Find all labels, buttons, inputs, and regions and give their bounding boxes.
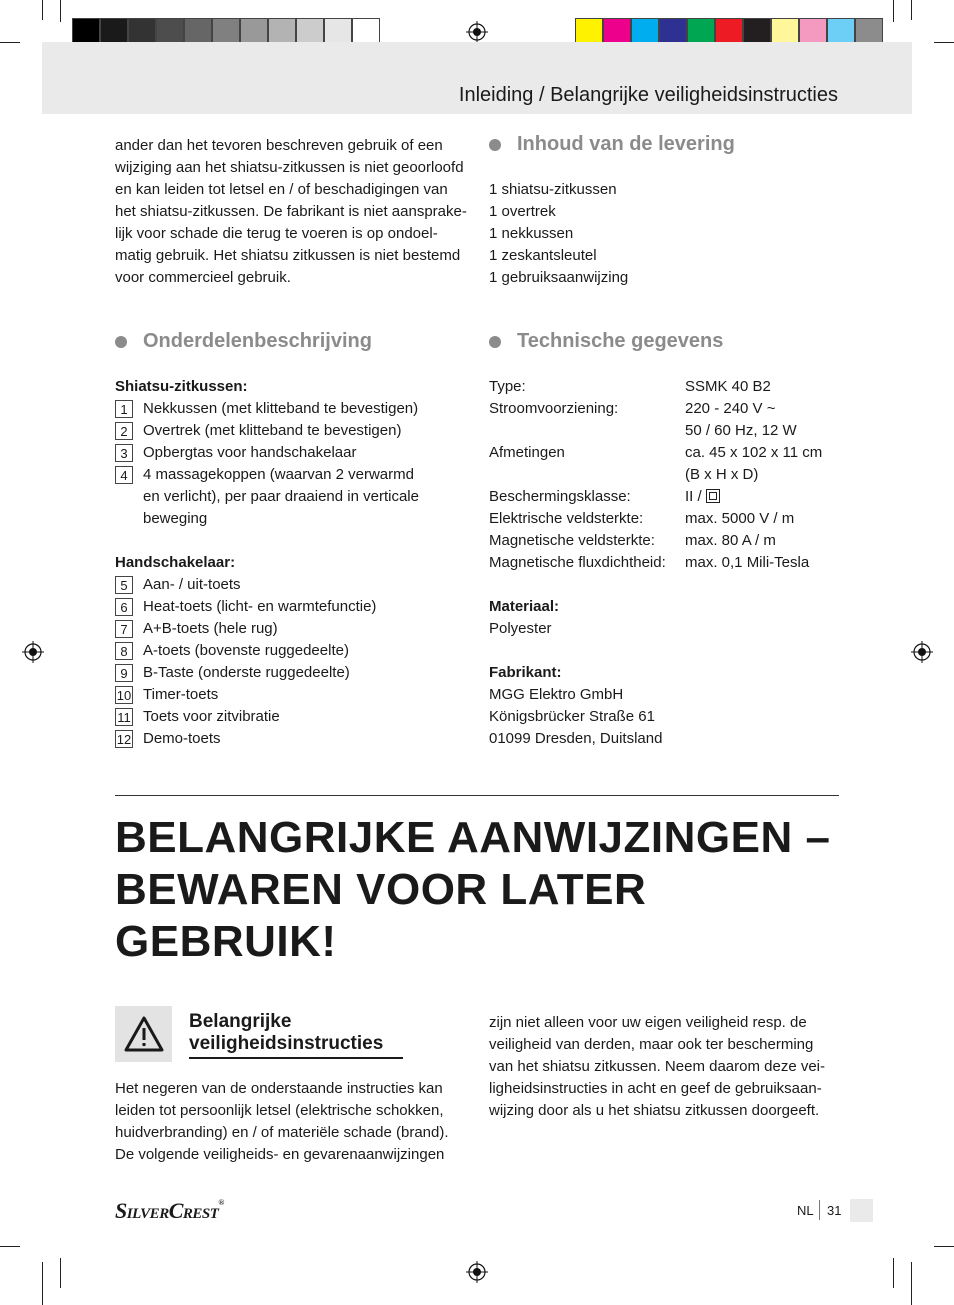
parts-heading-label: Onderdelenbeschrijving <box>143 330 372 352</box>
color-swatch <box>799 18 827 45</box>
part-row <box>115 618 475 640</box>
color-swatch <box>631 18 659 45</box>
gray-swatch <box>212 18 240 45</box>
tech-value-text: 50 / 60 Hz, 12 W <box>685 422 797 439</box>
delivery-item: 1 shiatsu-zitkussen <box>489 181 617 198</box>
tech-value-text: max. 80 A / m <box>685 532 776 549</box>
tech-value-text: max. 0,1 Mili-Tesla <box>685 554 810 571</box>
tech-value-text: SSMK 40 B2 <box>685 378 771 395</box>
tech-value <box>685 420 797 442</box>
part-number-box: 4 <box>115 466 133 484</box>
safety-left-line: De volgende veiligheids- en gevarenaanwijzingen <box>115 1146 445 1163</box>
tech-value-text: 220 - 240 V ~ <box>685 400 776 417</box>
crop-mark <box>934 1246 954 1247</box>
part-text-line: A-toets (bovenste ruggedeelte) <box>143 642 349 659</box>
gray-swatch <box>156 18 184 45</box>
part-text <box>143 706 280 728</box>
safety-left-line: Het negeren van de onderstaande instructies kan <box>115 1080 443 1097</box>
big-title <box>115 812 855 968</box>
intro-line: matig gebruik. Het shiatsu zitkussen is niet bestemd <box>115 247 461 264</box>
tech-row <box>489 398 849 420</box>
gray-swatch <box>240 18 268 45</box>
delivery-list <box>489 179 839 289</box>
part-text <box>143 640 349 662</box>
tech-value <box>685 464 758 486</box>
intro-line: voor commercieel gebruik. <box>115 269 291 286</box>
intro-line: het shiatsu-zitkussen. De fabrikant is niet aansprake- <box>115 203 467 220</box>
crop-mark <box>893 1258 894 1288</box>
part-text-line: en verlicht), per paar draaiend in verticale <box>143 488 419 505</box>
part-text-line: Nekkussen (met klitteband te bevestigen) <box>143 400 419 417</box>
tech-heading-label: Technische gegevens <box>517 330 724 352</box>
safety-right-paragraph <box>489 1012 849 1122</box>
safety-left-line: huidverbranding) en / of materiële schade (brand). <box>115 1124 449 1141</box>
part-number-box: 7 <box>115 620 133 638</box>
part-text <box>143 420 401 442</box>
page-header-title: Inleiding / Belangrijke veiligheidsinstructies <box>458 84 838 106</box>
tech-label: Afmetingen <box>489 444 565 461</box>
tech-label: Stroomvoorziening: <box>489 400 619 417</box>
safety-right-line: ligheidsinstructies in acht en geef de gebruiksaan- <box>489 1080 822 1097</box>
intro-line: ander dan het tevoren beschreven gebruik of een <box>115 137 443 154</box>
parts-group2-title: Handschakelaar: <box>115 554 236 571</box>
crop-mark <box>60 0 61 22</box>
part-number-box: 11 <box>115 708 133 726</box>
big-title-line: GEBRUIK! <box>115 917 337 966</box>
part-number-box: 10 <box>116 688 132 703</box>
part-number-box: 3 <box>115 444 133 462</box>
tech-value-text: (B x H x D) <box>685 466 759 483</box>
tech-row <box>489 530 849 552</box>
color-swatch <box>743 18 771 45</box>
tech-row <box>489 508 849 530</box>
warning-triangle-icon <box>124 1016 164 1052</box>
tech-table <box>489 376 849 750</box>
part-row <box>115 464 475 530</box>
registration-mark-icon <box>466 1261 488 1283</box>
part-text-line: Overtrek (met klitteband te bevestigen) <box>143 422 402 439</box>
tech-value <box>685 486 720 508</box>
gray-swatch <box>72 18 100 45</box>
maker-line: MGG Elektro GmbH <box>489 686 624 703</box>
intro-line: lijk voor schade die terug te voeren is op ondoel- <box>115 225 438 242</box>
part-text-line: A+B-toets (hele rug) <box>143 620 278 637</box>
part-text-line: B-Taste (onderste ruggedeelte) <box>143 664 350 681</box>
gray-swatch <box>352 18 380 45</box>
part-text <box>143 574 241 596</box>
tech-label: Magnetische veldsterkte: <box>489 532 655 549</box>
crop-mark <box>911 0 912 20</box>
color-swatch <box>771 18 799 45</box>
part-text <box>143 662 350 684</box>
material-value: Polyester <box>489 620 552 637</box>
part-number-box: 2 <box>115 422 133 440</box>
tech-row <box>489 442 849 464</box>
part-text-line: Opbergtas voor handschakelaar <box>143 444 357 461</box>
crop-mark <box>893 0 894 22</box>
crop-mark <box>42 0 43 20</box>
logo-text: SilverCrest <box>115 1198 219 1223</box>
gray-swatch <box>268 18 296 45</box>
parts-list <box>115 376 475 750</box>
safety-heading-line2: veiligheidsinstructies <box>189 1033 384 1054</box>
tech-value <box>685 376 771 398</box>
footer-page-number: 31 <box>827 1203 842 1218</box>
tech-label <box>489 464 685 486</box>
part-row <box>115 684 475 706</box>
delivery-item: 1 overtrek <box>489 203 556 220</box>
crop-mark <box>60 1258 61 1288</box>
part-text-line: beweging <box>143 510 208 527</box>
gray-swatch <box>324 18 352 45</box>
part-text <box>143 618 278 640</box>
part-text-line: Demo-toets <box>143 730 221 747</box>
intro-line: en kan leiden tot letsel en / of beschadigingen van <box>115 181 448 198</box>
tech-label: Beschermingsklasse: <box>489 488 631 505</box>
part-text <box>143 684 218 706</box>
delivery-heading <box>489 133 735 156</box>
color-swatch <box>603 18 631 45</box>
part-row <box>115 662 475 684</box>
color-swatch <box>827 18 855 45</box>
tech-label: Type: <box>489 378 526 395</box>
part-number-box: 6 <box>115 598 133 616</box>
parts-group1-items <box>115 398 475 530</box>
bullet-icon <box>489 336 501 348</box>
tech-row <box>489 486 849 508</box>
warning-box <box>115 1006 172 1062</box>
maker-line: Königsbrücker Straße 61 <box>489 708 655 725</box>
silvercrest-logo: SilverCrest® <box>115 1198 224 1223</box>
intro-paragraph <box>115 135 475 289</box>
delivery-item: 1 gebruiksaanwijzing <box>489 269 629 286</box>
tech-label: Magnetische fluxdichtheid: <box>489 554 666 571</box>
part-number-box: 9 <box>115 664 133 682</box>
parts-group2-items <box>115 574 475 750</box>
tech-row <box>489 464 849 486</box>
safety-heading-line1: Belangrijke <box>189 1011 292 1032</box>
part-number-box: 1 <box>115 400 133 418</box>
bullet-icon <box>489 139 501 151</box>
part-text-line: Aan- / uit-toets <box>143 576 241 593</box>
safety-left-paragraph <box>115 1078 475 1166</box>
color-swatch <box>715 18 743 45</box>
big-title-line: BELANGRIJKE AANWIJZINGEN – <box>115 813 831 862</box>
gray-swatch <box>128 18 156 45</box>
tech-value <box>685 508 794 530</box>
crop-mark <box>911 1262 912 1305</box>
tech-value-text: max. 5000 V / m <box>685 510 795 527</box>
delivery-heading-label: Inhoud van de levering <box>517 133 735 155</box>
tech-row <box>489 552 849 574</box>
maker-title: Fabrikant: <box>489 664 562 681</box>
color-swatch <box>855 18 883 45</box>
color-swatch <box>687 18 715 45</box>
safety-heading <box>189 1011 383 1055</box>
part-row <box>115 706 475 728</box>
part-text-line: Toets voor zitvibratie <box>143 708 280 725</box>
crop-mark <box>42 1262 43 1305</box>
parts-group1-title: Shiatsu-zitkussen: <box>115 378 248 395</box>
tech-row <box>489 420 849 442</box>
tech-label: Elektrische veldsterkte: <box>489 510 644 527</box>
part-text-line: 4 massagekoppen (waarvan 2 verwarmd <box>143 466 414 483</box>
part-number-box: 5 <box>115 576 133 594</box>
tech-label <box>489 420 685 442</box>
part-row <box>115 596 475 618</box>
part-number-box: 12 <box>116 732 132 747</box>
crop-mark <box>934 42 954 43</box>
tech-row <box>489 376 849 398</box>
safety-heading-underline <box>189 1057 403 1059</box>
material-title: Materiaal: <box>489 598 560 615</box>
maker-address <box>489 684 849 750</box>
safety-right-line: wijzing door als u het shiatsu zitkussen doorgeeft. <box>489 1102 820 1119</box>
part-row <box>115 574 475 596</box>
part-row <box>115 398 475 420</box>
safety-right-line: veiligheid van derden, maar ook ter bescherming <box>489 1036 814 1053</box>
crop-mark <box>0 1246 20 1247</box>
part-row <box>115 420 475 442</box>
registration-mark-icon <box>911 641 933 663</box>
part-row <box>115 728 475 750</box>
part-text <box>143 728 221 750</box>
protection-class-icon <box>706 489 720 503</box>
gray-swatch <box>184 18 212 45</box>
part-text <box>143 398 418 420</box>
color-swatch <box>575 18 603 45</box>
tech-value <box>685 552 809 574</box>
section-divider <box>115 795 839 796</box>
parts-heading <box>115 330 372 353</box>
safety-right-line: van het shiatsu zitkussen. Neem daarom deze vei- <box>489 1058 825 1075</box>
crop-mark <box>0 42 20 43</box>
footer-tab <box>850 1199 873 1222</box>
intro-line: wijziging aan het shiatsu-zitkussen is niet geoorloofd <box>115 159 464 176</box>
delivery-item: 1 zeskantsleutel <box>489 247 597 264</box>
part-text-line: Heat-toets (licht- en warmtefunctie) <box>143 598 377 615</box>
part-text-line: Timer-toets <box>143 686 219 703</box>
part-number-box: 8 <box>115 642 133 660</box>
part-text <box>143 442 356 464</box>
safety-left-line: leiden tot persoonlijk letsel (elektrische schokken, <box>115 1102 444 1119</box>
delivery-item: 1 nekkussen <box>489 225 574 242</box>
gray-swatch <box>296 18 324 45</box>
tech-value <box>685 398 775 420</box>
safety-right-line: zijn niet alleen voor uw eigen veiligheid resp. de <box>489 1014 807 1031</box>
part-row <box>115 442 475 464</box>
bullet-icon <box>115 336 127 348</box>
part-row <box>115 640 475 662</box>
maker-line: 01099 Dresden, Duitsland <box>489 730 663 747</box>
color-swatch <box>659 18 687 45</box>
part-text <box>143 464 419 530</box>
registration-mark-icon <box>466 21 488 43</box>
big-title-line: BEWAREN VOOR LATER <box>115 865 647 914</box>
footer-divider <box>819 1200 820 1220</box>
tech-value <box>685 442 822 464</box>
tech-heading <box>489 330 723 353</box>
tech-value-text: ca. 45 x 102 x 11 cm <box>685 444 823 461</box>
gray-swatch <box>100 18 128 45</box>
part-text <box>143 596 376 618</box>
tech-value-text: II / <box>685 488 706 505</box>
registration-mark-icon <box>22 641 44 663</box>
footer-lang: NL <box>797 1203 814 1218</box>
tech-value <box>685 530 776 552</box>
